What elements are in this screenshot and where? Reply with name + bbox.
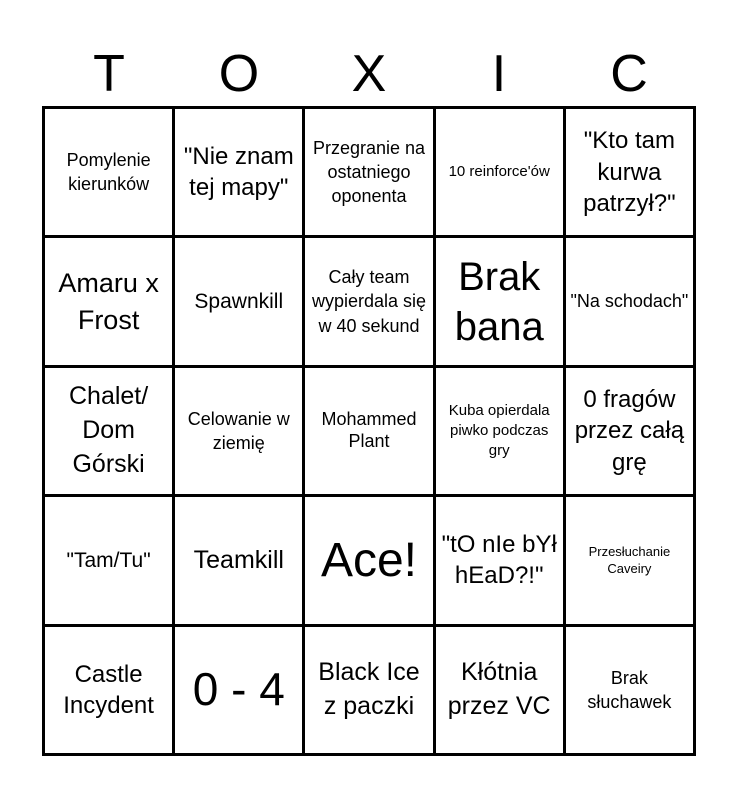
bingo-cell-text: Cały team wypierdala się w 40 sekund [311, 267, 427, 336]
bingo-cell-r4c4[interactable] [436, 497, 563, 623]
header-letter-i: I [491, 45, 507, 103]
bingo-cell-text: Przesłuchanie Caveiry [588, 543, 671, 577]
bingo-cell-text: "Tam/Tu" [66, 548, 151, 572]
bingo-cell-r5c5[interactable] [566, 627, 693, 753]
bingo-cell-text: Black Ice z paczki [318, 658, 420, 720]
bingo-cell-r3c1[interactable] [45, 368, 172, 494]
header-letter-c: C [610, 45, 648, 103]
bingo-cell-text: Ace! [320, 533, 418, 587]
bingo-cell-r3c3[interactable] [305, 368, 432, 494]
bingo-cell-text: Brak bana [454, 254, 544, 349]
bingo-cell-text: 10 reinforce'ów [448, 163, 550, 181]
header-letter-x: X [351, 45, 387, 103]
bingo-cell-r2c2[interactable] [175, 238, 302, 364]
bingo-cell-text: Amaru x Frost [58, 268, 159, 335]
bingo-cell-text: Celowanie w ziemię [187, 408, 290, 453]
bingo-cell-r2c4[interactable] [436, 238, 563, 364]
bingo-cell-r3c2[interactable] [175, 368, 302, 494]
bingo-cell-r4c5[interactable] [566, 497, 693, 623]
bingo-cell-r1c5[interactable] [566, 109, 693, 235]
bingo-board [42, 106, 696, 756]
bingo-cell-text: "Na schodach" [570, 291, 689, 312]
bingo-cell-r5c4[interactable] [436, 627, 563, 753]
bingo-cell-r4c2[interactable] [175, 497, 302, 623]
bingo-cell-text: 0 fragów przez całą grę [574, 386, 685, 476]
bingo-cell-r3c4[interactable] [436, 368, 563, 494]
bingo-cell-r5c3[interactable] [305, 627, 432, 753]
bingo-cell-r3c5[interactable] [566, 368, 693, 494]
bingo-cell-text: Mohammed Plant [321, 409, 417, 451]
bingo-cell-r1c4[interactable] [436, 109, 563, 235]
bingo-cell-text: Spawnkill [194, 290, 284, 313]
header-letter-o: O [218, 45, 260, 103]
bingo-cell-text: Kuba opierdala piwko podczas gry [448, 401, 550, 460]
bingo-cell-text: "tO nIe bYł hEaD?!" [441, 531, 557, 590]
bingo-cell-r1c2[interactable] [175, 109, 302, 235]
bingo-cell-r4c3[interactable] [305, 497, 432, 623]
bingo-cell-r1c3[interactable] [305, 109, 432, 235]
bingo-cell-r5c1[interactable] [45, 627, 172, 753]
bingo-header [44, 40, 694, 108]
bingo-cell-text: 0 - 4 [192, 663, 285, 716]
bingo-cell-r2c5[interactable] [566, 238, 693, 364]
header-letter-t: T [93, 45, 125, 103]
bingo-cell-r2c1[interactable] [45, 238, 172, 364]
bingo-cell-text: "Kto tam kurwa patrzył?" [583, 127, 676, 217]
bingo-cell-r1c1[interactable] [45, 109, 172, 235]
bingo-cell-r5c2[interactable] [175, 627, 302, 753]
bingo-cell-text: Przegranie na ostatniego oponenta [312, 137, 426, 207]
bingo-cell-r4c1[interactable] [45, 497, 172, 623]
bingo-cell-r2c3[interactable] [305, 238, 432, 364]
bingo-cell-text: Chalet/ Dom Górski [68, 382, 149, 478]
bingo-cell-text: Brak słuchawek [587, 667, 672, 712]
bingo-cell-text: Kłótnia przez VC [447, 658, 551, 720]
bingo-cell-text: Pomylenie kierunków [66, 149, 151, 195]
bingo-cell-text: "Nie znam tej mapy" [183, 143, 294, 202]
bingo-cell-text: Teamkill [193, 546, 284, 575]
bingo-cell-text: Castle Incydent [63, 660, 154, 719]
